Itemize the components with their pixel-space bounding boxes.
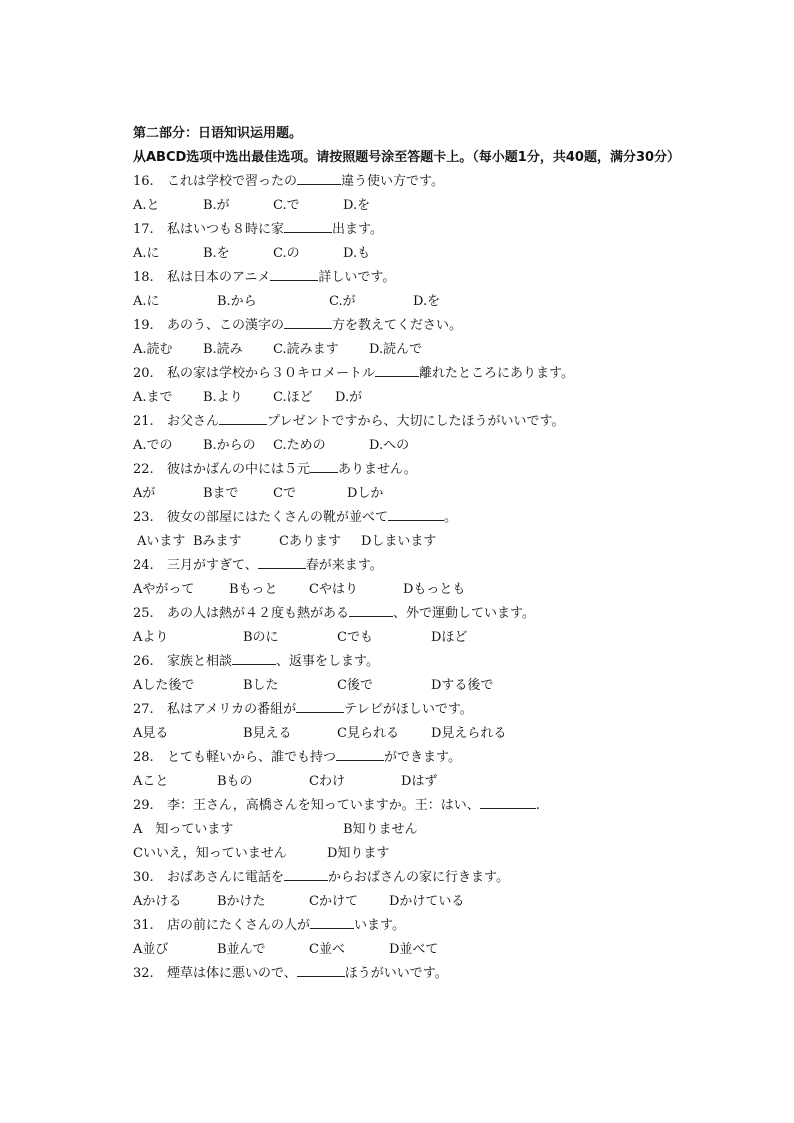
answer-option[interactable]: Bもっと <box>229 582 278 597</box>
answer-option[interactable]: B.が <box>203 198 230 213</box>
answer-option[interactable]: D知ります <box>327 846 390 861</box>
answer-option[interactable]: B.から <box>217 294 257 309</box>
answer-option[interactable]: Bもの <box>217 774 253 789</box>
answer-option[interactable]: A.に <box>133 294 160 309</box>
answer-option[interactable]: B.読み <box>203 342 243 357</box>
answer-option[interactable]: Bした <box>243 678 279 693</box>
answer-option[interactable]: A並び <box>133 942 169 957</box>
answer-option[interactable]: A.まで <box>133 390 173 405</box>
answer-option[interactable]: A見る <box>133 726 169 741</box>
question-list <box>133 170 723 986</box>
question-18 <box>133 266 723 290</box>
question-16 <box>133 170 723 194</box>
answer-option[interactable]: C.ための <box>273 438 326 453</box>
answer-option[interactable]: C.ほど <box>273 390 313 405</box>
question-19 <box>133 314 723 338</box>
answer-blank <box>219 410 267 425</box>
question-text-after: 、外で運動しています。 <box>393 606 535 621</box>
question-20 <box>133 362 723 386</box>
answer-blank <box>375 362 419 377</box>
answer-blank <box>284 866 328 881</box>
answer-option[interactable]: A.での <box>133 438 173 453</box>
answer-blank <box>258 554 306 569</box>
answer-blank <box>336 746 384 761</box>
question-number: 28. <box>133 750 154 765</box>
question-number: 18. <box>133 270 154 285</box>
answer-option[interactable]: D.を <box>413 294 441 309</box>
answer-option[interactable]: Cわけ <box>309 774 345 789</box>
question-text-before: 店の前にたくさんの人が <box>167 918 311 933</box>
question-24 <box>133 554 723 578</box>
question-text-after: 出ます。 <box>332 222 383 237</box>
question-22 <box>133 458 723 482</box>
answer-option[interactable]: Dする後で <box>431 678 494 693</box>
question-text-after: ありません。 <box>338 462 417 477</box>
answer-option[interactable]: Aいます <box>137 534 186 549</box>
answer-blank <box>296 698 344 713</box>
answer-blank <box>349 602 393 617</box>
answer-option[interactable]: Aやがって <box>133 582 195 597</box>
question-text-before: あの人は熱が４２度も熱がある <box>167 606 350 621</box>
question-number: 19. <box>133 318 154 333</box>
question-text-before: お父さん <box>167 414 220 429</box>
question-number: 26. <box>133 654 154 669</box>
answer-option[interactable]: B.より <box>203 390 243 405</box>
answer-option[interactable]: A 知っています <box>133 822 234 837</box>
question-30 <box>133 866 723 890</box>
question-28 <box>133 746 723 770</box>
answer-option[interactable]: Bのに <box>243 630 279 645</box>
section-title: 第二部分：日语知识运用题。 <box>133 126 303 141</box>
answer-option[interactable]: B.からの <box>203 438 256 453</box>
question-text-after: 違う使い方です。 <box>341 174 444 189</box>
answer-blank <box>284 314 332 329</box>
answer-option[interactable]: C後で <box>337 678 373 693</box>
answer-option[interactable]: A.読む <box>133 342 173 357</box>
question-text-before: あのう、この漢字の <box>167 318 285 333</box>
answer-option[interactable]: Bみます <box>193 534 242 549</box>
question-number: 24. <box>133 558 154 573</box>
answer-option[interactable]: B見える <box>243 726 292 741</box>
question-text-after: ができます。 <box>384 750 461 765</box>
question-number: 31. <box>133 918 154 933</box>
answer-option[interactable]: Cで <box>273 486 296 501</box>
options-row <box>133 482 723 506</box>
instructions: 从ABCD选项中选出最佳选项。请按照题号涂至答题卡上。（每小题1分，共40题，满分30分） <box>133 150 681 165</box>
options-row <box>133 938 723 962</box>
question-23 <box>133 506 723 530</box>
question-number: 23. <box>133 510 154 525</box>
question-text-before: 私はいつも８時に家 <box>167 222 285 237</box>
answer-option[interactable]: B並んで <box>217 942 266 957</box>
question-text-after: 離れたところにあります。 <box>419 366 574 381</box>
question-25 <box>133 602 723 626</box>
question-text-after: テレビがほしいです。 <box>344 702 473 717</box>
question-text-before: 三月がすぎて、 <box>167 558 258 573</box>
answer-option[interactable]: D.も <box>343 246 371 261</box>
answer-option[interactable]: Aこと <box>133 774 169 789</box>
options-row <box>133 578 723 602</box>
answer-option[interactable]: D.が <box>335 390 363 405</box>
question-17 <box>133 218 723 242</box>
question-text-after: 。 <box>444 510 458 525</box>
question-text-before: 李：王さん，高橋さんを知っていますか。王：はい、 <box>167 798 480 813</box>
answer-option[interactable]: Bかけた <box>217 894 266 909</box>
answer-option[interactable]: D並べて <box>389 942 439 957</box>
question-text-after: プレゼントですから、大切にしたほうがいいです。 <box>267 414 565 429</box>
answer-blank <box>310 914 354 929</box>
answer-option[interactable]: Dほど <box>431 630 468 645</box>
question-number: 29. <box>133 798 154 813</box>
question-text-before: 彼はかばんの中には５元 <box>167 462 311 477</box>
answer-blank <box>297 170 341 185</box>
answer-option[interactable]: B.を <box>203 246 230 261</box>
options-row <box>133 194 723 218</box>
question-text-after: 方を教えてください。 <box>332 318 463 333</box>
exam-content <box>133 122 723 986</box>
question-21 <box>133 410 723 434</box>
options-row <box>133 674 723 698</box>
question-text-before: 家族と相談 <box>167 654 233 669</box>
question-text-before: これは学校で習ったの <box>167 174 298 189</box>
question-26 <box>133 650 723 674</box>
options-row <box>133 242 723 266</box>
answer-option[interactable]: Cやはり <box>309 582 358 597</box>
answer-option[interactable]: D.を <box>343 198 371 213</box>
options-row <box>133 626 723 650</box>
options-row <box>133 290 723 314</box>
question-number: 22. <box>133 462 154 477</box>
options-row <box>133 890 723 914</box>
answer-option[interactable]: Aが <box>133 486 156 501</box>
answer-option[interactable]: A.に <box>133 246 160 261</box>
answer-blank <box>297 962 345 977</box>
answer-option[interactable]: Aより <box>133 630 169 645</box>
options-row <box>133 338 723 362</box>
options-row <box>133 818 723 842</box>
question-27 <box>133 698 723 722</box>
question-number: 25. <box>133 606 154 621</box>
answer-option[interactable]: D見えられる <box>431 726 507 741</box>
answer-option[interactable]: Dもっとも <box>403 582 466 597</box>
question-text-after: からおばさんの家に行きます。 <box>328 870 509 885</box>
question-text-after: います。 <box>354 918 405 933</box>
question-29 <box>133 794 723 818</box>
answer-option[interactable]: C.が <box>329 294 356 309</box>
options-row <box>133 386 723 410</box>
question-text-after: . <box>535 798 540 813</box>
answer-option[interactable]: Dかけている <box>389 894 465 909</box>
answer-blank <box>388 506 444 521</box>
answer-option[interactable]: Dしか <box>347 486 384 501</box>
question-number: 21. <box>133 414 154 429</box>
answer-option[interactable]: Cいいえ，知っていません <box>133 846 287 861</box>
answer-option[interactable]: D.への <box>369 438 410 453</box>
question-31 <box>133 914 723 938</box>
question-32 <box>133 962 723 986</box>
answer-option[interactable]: C並べ <box>309 942 345 957</box>
question-text-before: とても軽いから、誰でも持つ <box>167 750 337 765</box>
answer-blank <box>232 650 276 665</box>
answer-option[interactable]: B知りません <box>343 822 418 837</box>
question-text-before: 私は日本のアニメ <box>167 270 271 285</box>
answer-option[interactable]: C.読みます <box>273 342 339 357</box>
answer-option[interactable]: Bまで <box>203 486 239 501</box>
answer-option[interactable]: C.の <box>273 246 300 261</box>
answer-blank <box>310 458 338 473</box>
options-row <box>133 434 723 458</box>
question-number: 17. <box>133 222 154 237</box>
answer-option[interactable]: Cかけて <box>309 894 358 909</box>
options-row <box>133 842 723 866</box>
answer-blank <box>284 218 332 233</box>
options-row <box>133 722 723 746</box>
answer-option[interactable]: Dはず <box>401 774 438 789</box>
answer-option[interactable]: C見られる <box>337 726 399 741</box>
answer-blank <box>270 266 318 281</box>
answer-option[interactable]: Aした後で <box>133 678 195 693</box>
question-number: 16. <box>133 174 154 189</box>
question-number: 30. <box>133 870 154 885</box>
question-text-after: 詳しいです。 <box>318 270 396 285</box>
question-text-after: 、返事をします。 <box>276 654 379 669</box>
options-row <box>133 770 723 794</box>
question-number: 20. <box>133 366 154 381</box>
question-text-after: ほうがいいです。 <box>344 966 448 981</box>
answer-option[interactable]: C.で <box>273 198 300 213</box>
answer-option[interactable]: Cあります <box>279 534 341 549</box>
question-text-before: 彼女の部屋にはたくさんの靴が並べて <box>167 510 389 525</box>
question-text-before: おばあさんに電話を <box>167 870 285 885</box>
question-text-before: 煙草は体に悪いので、 <box>167 966 297 981</box>
answer-option[interactable]: Cでも <box>337 630 373 645</box>
answer-option[interactable]: A.と <box>133 198 160 213</box>
options-row <box>133 530 723 554</box>
answer-blank <box>480 794 536 809</box>
question-text-before: 私の家は学校から３０キロメートル <box>167 366 376 381</box>
answer-option[interactable]: Aかける <box>133 894 182 909</box>
question-text-before: 私はアメリカの番組が <box>167 702 297 717</box>
answer-option[interactable]: D.読んで <box>369 342 423 357</box>
question-number: 27. <box>133 702 154 717</box>
question-text-after: 春が来ます。 <box>305 558 383 573</box>
answer-option[interactable]: Dしまいます <box>361 534 437 549</box>
question-number: 32. <box>133 966 154 981</box>
